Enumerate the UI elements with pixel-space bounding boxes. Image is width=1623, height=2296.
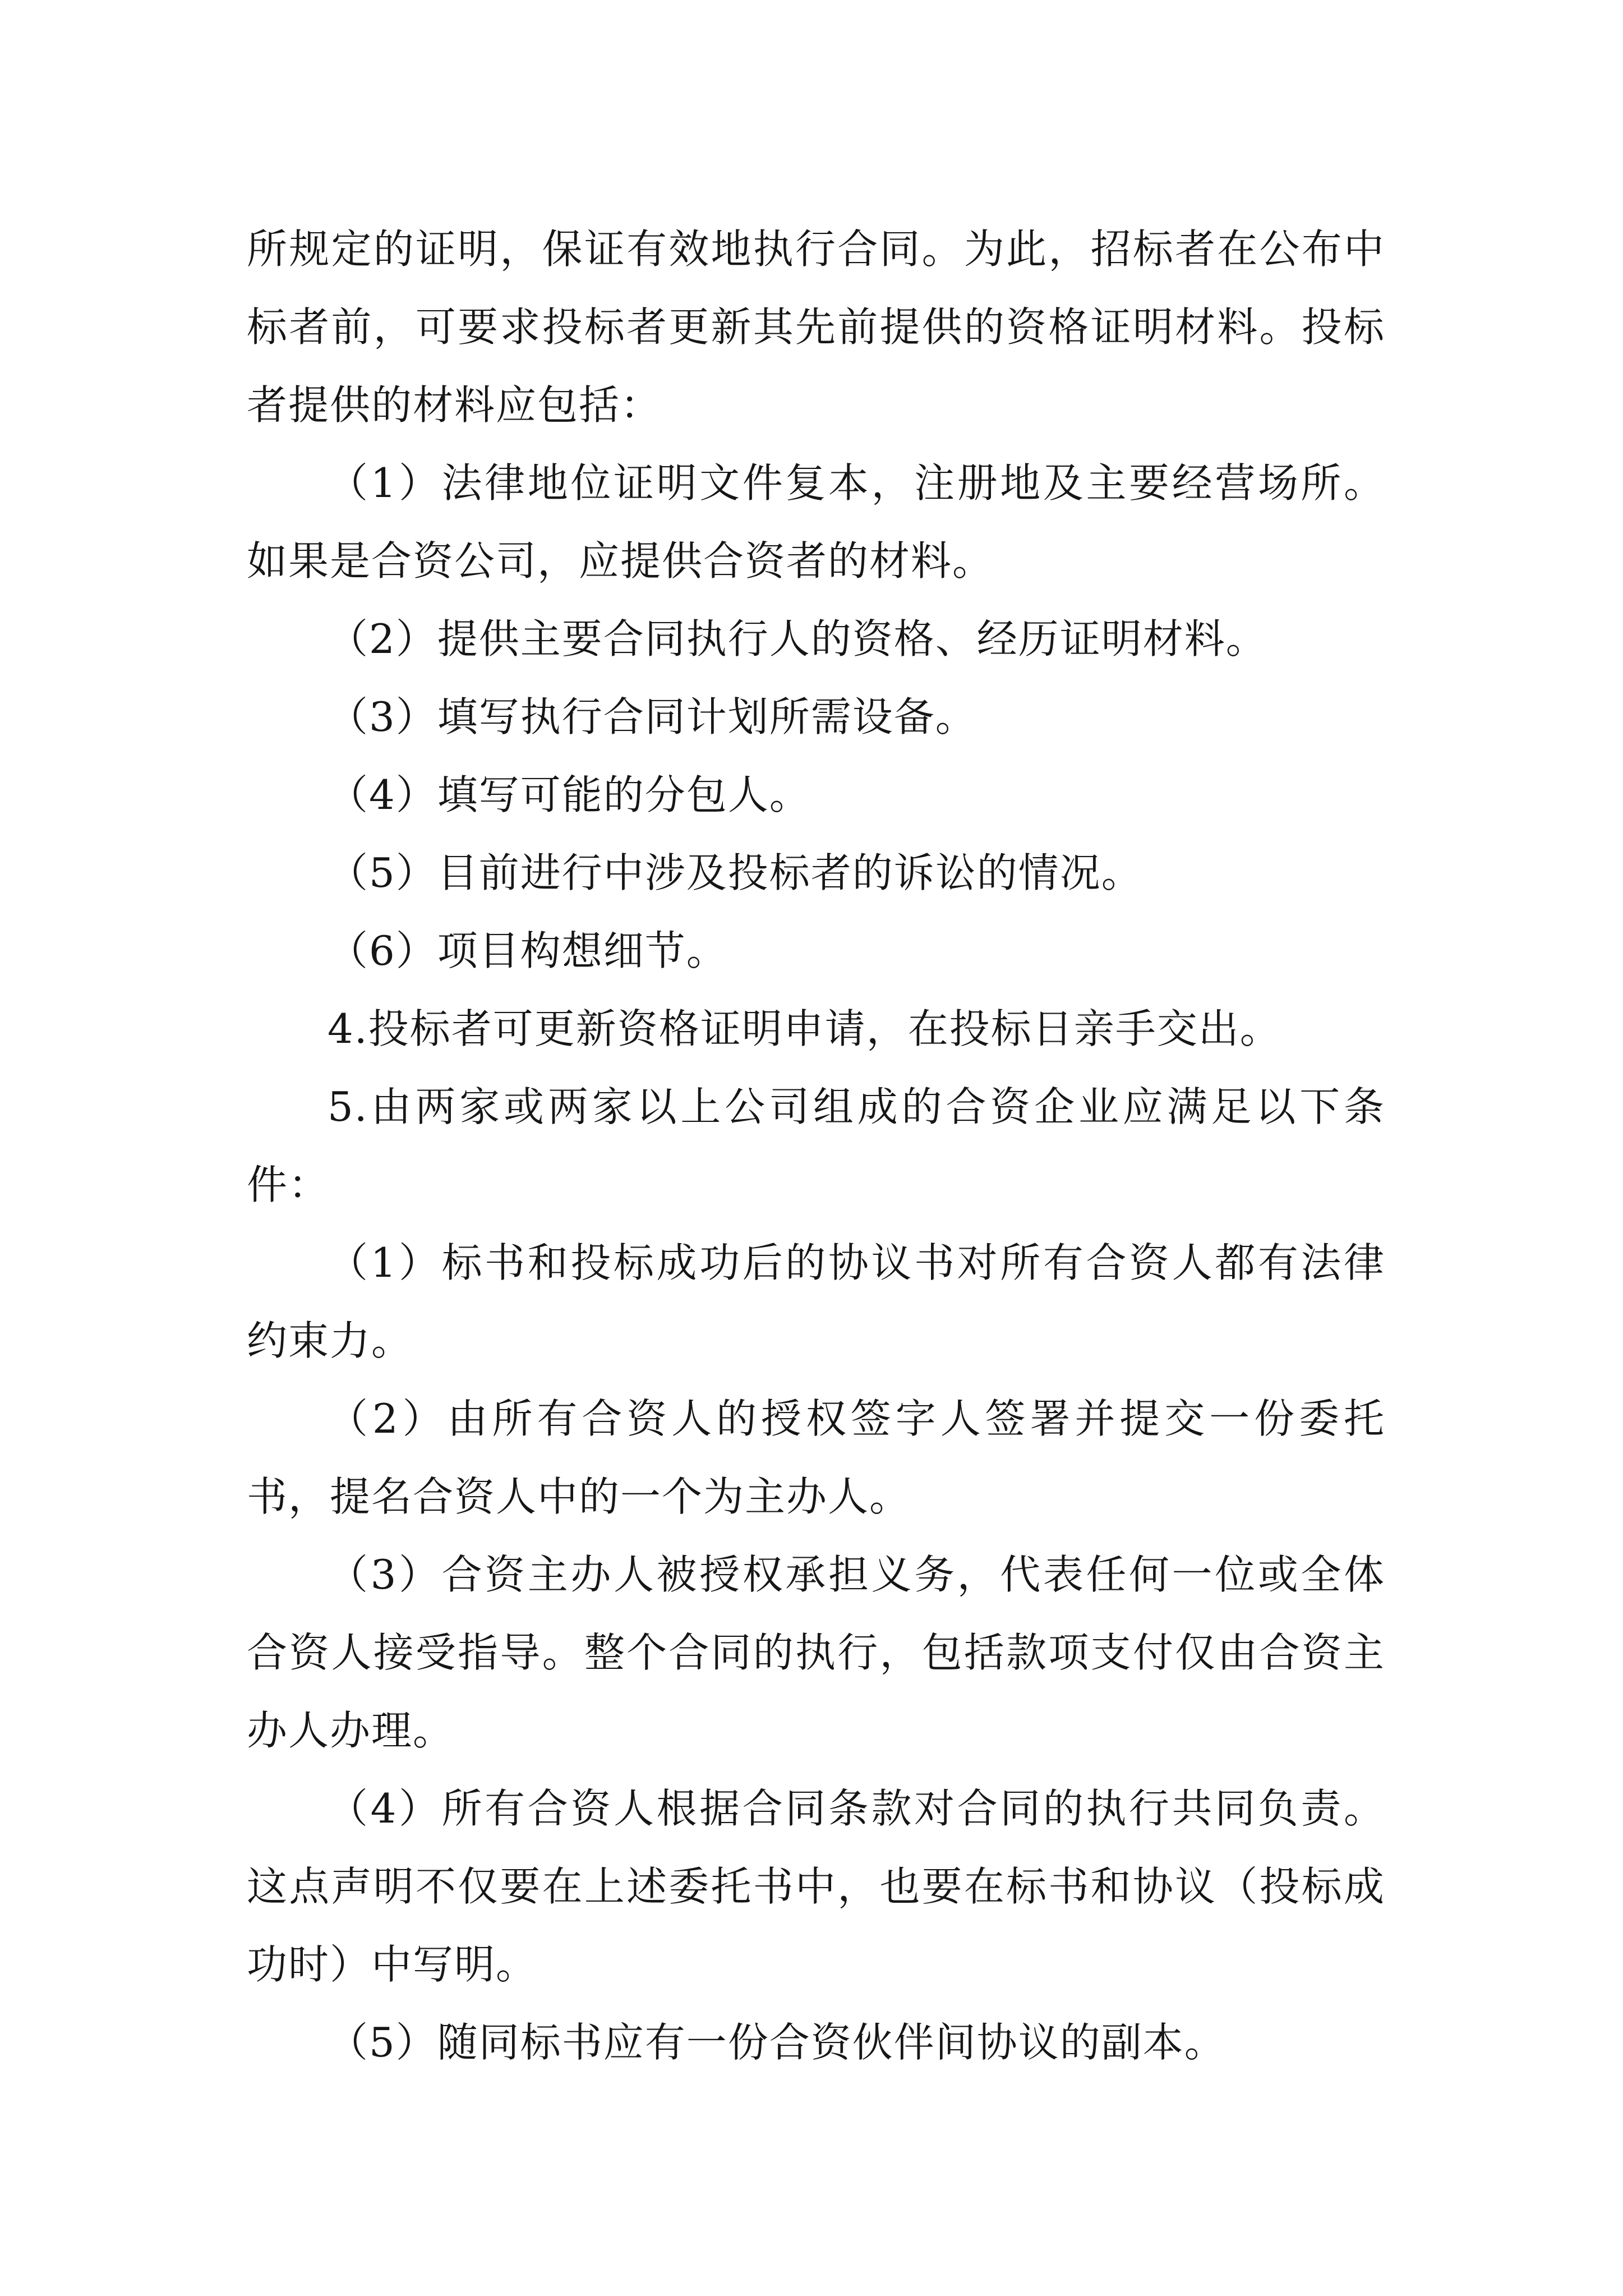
paragraph-section-4: 4.投标者可更新资格证明申请，在投标日亲手交出。 [328, 1005, 1281, 1052]
paragraph-item-1-legal-status: （1）法律地位证明文件复本，注册地及主要经营场所。如果是合资公司，应提供合资者的材料。 [247, 459, 1385, 585]
paragraph-item-6-project-concept: （6）项目构想细节。 [328, 927, 728, 974]
paragraph-jv-item-4: （4）所有合资人根据合同条款对合同的执行共同负责。这点声明不仅要在上述委托书中，也要在标书和协议（投标成功时）中写明。 [247, 1785, 1385, 1988]
paragraph-jv-item-2: （2）由所有合资人的授权签字人签署并提交一份委托书，提名合资人中的一个为主办人。 [247, 1395, 1385, 1520]
paragraph-item-3-equipment: （3）填写执行合同计划所需设备。 [328, 693, 977, 740]
document-body [247, 210, 1385, 2082]
paragraph-section-5: 5.由两家或两家以上公司组成的合资企业应满足以下条件： [247, 1083, 1385, 1208]
paragraph-item-5-litigation: （5）目前进行中涉及投标者的诉讼的情况。 [328, 849, 1143, 896]
paragraph-item-4-subcontractors: （4）填写可能的分包人。 [328, 771, 811, 818]
paragraph-jv-item-1: （1）标书和投标成功后的协议书对所有合资人都有法律约束力。 [247, 1239, 1385, 1364]
paragraph-item-2-executor-qualifications: （2）提供主要合同执行人的资格、经历证明材料。 [328, 615, 1267, 662]
paragraph-jv-item-3: （3）合资主办人被授权承担义务，代表任何一位或全体合资人接受指导。整个合同的执行，包括款项支付仅由合资主办人办理。 [247, 1551, 1385, 1754]
paragraph-continuation: 所规定的证明，保证有效地执行合同。为此，招标者在公布中标者前，可要求投标者更新其先前提供的资格证明材料。投标者提供的材料应包括： [247, 226, 1385, 429]
paragraph-jv-item-5: （5）随同标书应有一份合资伙伴间协议的副本。 [328, 2019, 1226, 2066]
